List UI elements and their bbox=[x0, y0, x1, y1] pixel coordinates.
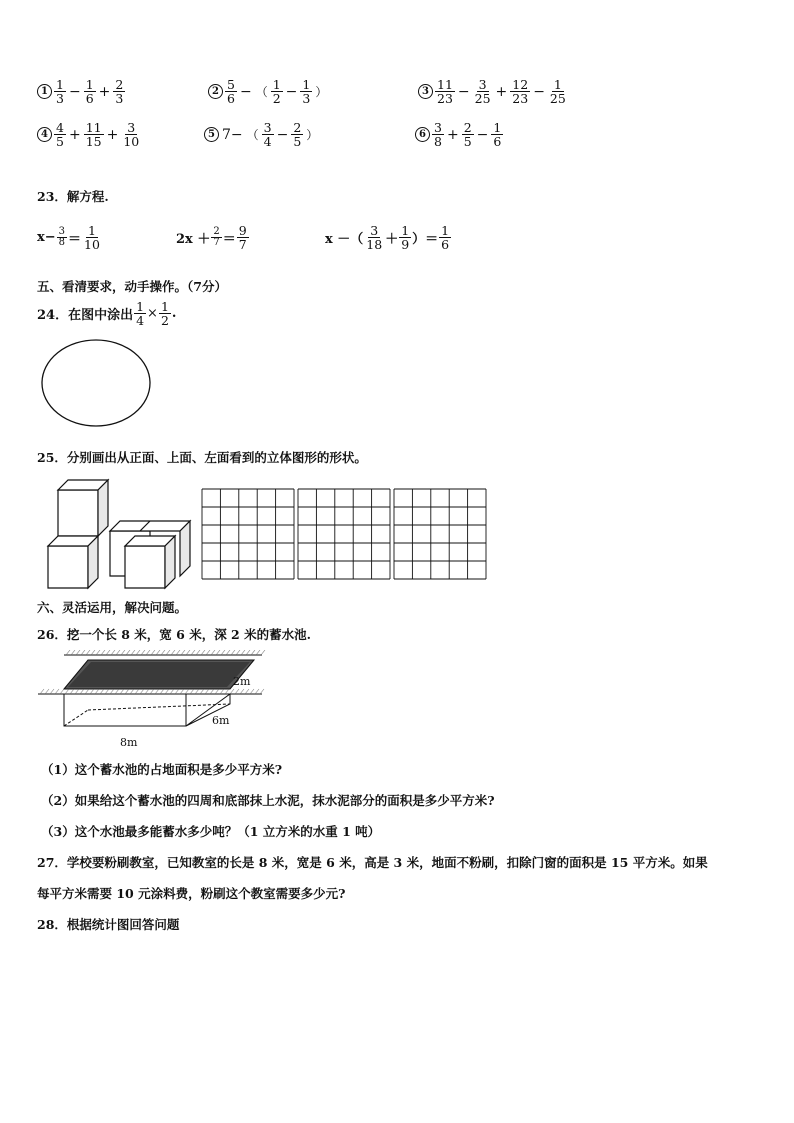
hatch-line bbox=[251, 650, 255, 655]
fraction: $\frac{11}{15}$ bbox=[85, 120, 102, 150]
hatch-line bbox=[220, 689, 224, 694]
hatch-line bbox=[111, 650, 115, 655]
parenthesis: （ bbox=[255, 85, 268, 100]
hatch-line bbox=[75, 689, 79, 694]
q23-title: 23．解方程. bbox=[37, 189, 109, 204]
equation-1 bbox=[37, 224, 103, 251]
hatch-line bbox=[240, 689, 244, 694]
hatch-line bbox=[131, 650, 135, 655]
hatch-line bbox=[160, 689, 164, 694]
calc-3 bbox=[418, 78, 569, 105]
pool-label-length: 8m bbox=[120, 736, 138, 749]
operator: + bbox=[98, 83, 111, 100]
hatch-line bbox=[100, 689, 104, 694]
q24-times: × bbox=[147, 306, 158, 322]
fraction: $\frac{1}{3}$ bbox=[302, 77, 311, 107]
hatch-line bbox=[40, 689, 44, 694]
hatch-line bbox=[95, 689, 99, 694]
fraction: $\frac{3}{25}$ bbox=[474, 77, 491, 107]
q24-prompt bbox=[37, 300, 176, 327]
hatch-line bbox=[76, 650, 80, 655]
hatch-line bbox=[66, 650, 70, 655]
operator: + bbox=[446, 126, 459, 143]
hatch-line bbox=[110, 689, 114, 694]
hatch-line bbox=[135, 689, 139, 694]
hatch-line bbox=[161, 650, 165, 655]
hatch-line bbox=[225, 689, 229, 694]
hatch-line bbox=[126, 650, 130, 655]
q26-sub1: （1）这个蓄水池的占地面积是多少平方米? bbox=[41, 762, 283, 777]
hatch-line bbox=[80, 689, 84, 694]
hatch-line bbox=[60, 689, 64, 694]
hatch-line bbox=[205, 689, 209, 694]
circled-number: 2 bbox=[208, 84, 223, 99]
eq1-fraction-a: $\frac{3}{8}$ bbox=[58, 225, 66, 249]
q26-title: 26．挖一个长 8 米，宽 6 米，深 2 米的蓄水池. bbox=[37, 627, 311, 642]
pool-label-depth: 2m bbox=[233, 675, 251, 688]
fraction: $\frac{2}{5}$ bbox=[293, 120, 302, 150]
eq3-lead: x －（ bbox=[325, 232, 364, 248]
hatch-line bbox=[125, 689, 129, 694]
hatch-line bbox=[156, 650, 160, 655]
hatch-line bbox=[231, 650, 235, 655]
hatch-line bbox=[235, 689, 239, 694]
circled-number: 6 bbox=[415, 127, 430, 142]
hatch-line bbox=[146, 650, 150, 655]
hatch-line bbox=[195, 689, 199, 694]
hatch-line bbox=[145, 689, 149, 694]
hatch-line bbox=[150, 689, 154, 694]
hatch-line bbox=[151, 650, 155, 655]
calc-4 bbox=[37, 121, 142, 148]
parenthesis: ） bbox=[306, 128, 319, 143]
circled-number: 4 bbox=[37, 127, 52, 142]
q24-fraction-a: $\frac{1}{4}$ bbox=[136, 299, 145, 329]
pool-diagram bbox=[36, 650, 266, 748]
hatch-line bbox=[165, 689, 169, 694]
circled-number: 1 bbox=[37, 84, 52, 99]
pool-label-width: 6m bbox=[212, 714, 230, 727]
hatch-line bbox=[200, 689, 204, 694]
eq3-fraction-c: $\frac{1}{6}$ bbox=[441, 223, 450, 253]
equation-3 bbox=[325, 224, 452, 251]
circle-figure bbox=[38, 338, 154, 428]
term-text: 7− bbox=[222, 126, 243, 143]
eq2-lead: 2x ＋ bbox=[176, 232, 211, 248]
hatch-line bbox=[81, 650, 85, 655]
q26-sub2: （2）如果给这个蓄水池的四周和底部抹上水泥，抹水泥部分的面积是多少平方米? bbox=[41, 793, 495, 808]
operator: − bbox=[285, 83, 298, 100]
grid-top-view bbox=[297, 488, 391, 580]
parenthesis: （ bbox=[246, 128, 259, 143]
eq2-fraction-a: $\frac{2}{7}$ bbox=[213, 225, 220, 249]
hatch-line bbox=[171, 650, 175, 655]
hatch-line bbox=[136, 650, 140, 655]
hatch-line bbox=[65, 689, 69, 694]
hatch-line bbox=[130, 689, 134, 694]
hatch-line bbox=[246, 650, 250, 655]
hatch-line bbox=[215, 689, 219, 694]
parenthesis: ） bbox=[315, 85, 328, 100]
fraction: $\frac{12}{23}$ bbox=[512, 77, 529, 107]
hatch-line bbox=[55, 689, 59, 694]
fraction: $\frac{3}{4}$ bbox=[263, 120, 272, 150]
hatch-line bbox=[181, 650, 185, 655]
hatch-line bbox=[256, 650, 260, 655]
hatch-line bbox=[210, 689, 214, 694]
operator: − bbox=[476, 126, 489, 143]
calc-2 bbox=[208, 78, 329, 105]
hatch-line bbox=[155, 689, 159, 694]
fraction: $\frac{1}{3}$ bbox=[56, 77, 64, 107]
hatch-line bbox=[196, 650, 200, 655]
hatch-line bbox=[221, 650, 225, 655]
hatch-line bbox=[45, 689, 49, 694]
fraction: $\frac{1}{6}$ bbox=[493, 120, 502, 150]
hatch-line bbox=[190, 689, 194, 694]
hatch-line bbox=[191, 650, 195, 655]
eq1-lead: x− bbox=[37, 230, 56, 246]
q25-prompt: 25．分别画出从正面、上面、左面看到的立体图形的形状。 bbox=[37, 450, 367, 465]
hatch-line bbox=[90, 689, 94, 694]
section-5-heading: 五、看清要求，动手操作。（7分） bbox=[37, 279, 227, 294]
hatch-line bbox=[185, 689, 189, 694]
hatch-line bbox=[70, 689, 74, 694]
calc-5 bbox=[204, 121, 320, 148]
operator: − bbox=[68, 83, 81, 100]
hatch-line bbox=[86, 650, 90, 655]
hatch-line bbox=[201, 650, 205, 655]
calc-1 bbox=[37, 78, 126, 105]
hatch-line bbox=[106, 650, 110, 655]
eq3-fraction-b: $\frac{1}{9}$ bbox=[401, 223, 410, 253]
fraction: $\frac{1}{6}$ bbox=[85, 77, 94, 107]
hatch-line bbox=[175, 689, 179, 694]
hatch-line bbox=[261, 650, 265, 655]
hatch-line bbox=[216, 650, 220, 655]
hatch-line bbox=[166, 650, 170, 655]
operator: − bbox=[533, 83, 545, 100]
eq2-equals: ＝ bbox=[222, 232, 236, 248]
hatch-line bbox=[211, 650, 215, 655]
operator: + bbox=[106, 126, 119, 143]
fraction: $\frac{11}{23}$ bbox=[437, 77, 453, 107]
q27-line1: 27．学校要粉刷教室，已知教室的长是 8 米，宽是 6 米，高是 3 米，地面不粉刷，扣除门窗的面积是 15 平方米。如果 bbox=[37, 855, 708, 870]
hatch-line bbox=[226, 650, 230, 655]
fraction: $\frac{1}{2}$ bbox=[272, 77, 281, 107]
hatch-line bbox=[241, 650, 245, 655]
section-6-heading: 六、灵活运用，解决问题。 bbox=[37, 600, 188, 615]
fraction: $\frac{5}{6}$ bbox=[227, 77, 235, 107]
hatch-line bbox=[180, 689, 184, 694]
operator: + bbox=[495, 83, 508, 100]
hatch-line bbox=[186, 650, 190, 655]
fraction: $\frac{4}{5}$ bbox=[56, 120, 64, 150]
hatch-line bbox=[96, 650, 100, 655]
hatch-line bbox=[170, 689, 174, 694]
hatch-line bbox=[260, 689, 264, 694]
operator: − bbox=[276, 126, 289, 143]
hatch-line bbox=[236, 650, 240, 655]
grid-left-view bbox=[393, 488, 487, 580]
fraction: $\frac{3}{8}$ bbox=[434, 120, 442, 150]
hatch-line bbox=[105, 689, 109, 694]
hatch-line bbox=[120, 689, 124, 694]
hatch-line bbox=[121, 650, 125, 655]
hatch-line bbox=[245, 689, 249, 694]
q24-end: . bbox=[171, 306, 177, 322]
hatch-line bbox=[71, 650, 75, 655]
q28-prompt: 28．根据统计图回答问题 bbox=[37, 917, 180, 932]
cube-stack-figure bbox=[40, 478, 195, 590]
operator: − bbox=[457, 83, 470, 100]
fraction: $\frac{1}{25}$ bbox=[549, 77, 566, 107]
eq3-plus: ＋ bbox=[385, 232, 399, 248]
q26-sub3: （3）这个水池最多能蓄水多少吨？（1 立方米的水重 1 吨） bbox=[41, 824, 381, 839]
fraction: $\frac{2}{5}$ bbox=[463, 120, 472, 150]
operator: − bbox=[239, 83, 252, 100]
eq1-equals: ＝ bbox=[68, 232, 82, 248]
eq2-fraction-b: $\frac{9}{7}$ bbox=[238, 223, 247, 253]
operator: + bbox=[68, 126, 81, 143]
hatch-line bbox=[230, 689, 234, 694]
grid-front-view bbox=[201, 488, 295, 580]
calc-6 bbox=[415, 121, 504, 148]
hatch-line bbox=[176, 650, 180, 655]
hatch-line bbox=[116, 650, 120, 655]
hatch-line bbox=[101, 650, 105, 655]
hatch-line bbox=[115, 689, 119, 694]
equation-2 bbox=[176, 224, 250, 251]
hatch-line bbox=[206, 650, 210, 655]
hatch-line bbox=[140, 689, 144, 694]
hatch-line bbox=[91, 650, 95, 655]
circled-number: 3 bbox=[418, 84, 433, 99]
eq3-fraction-a: $\frac{3}{18}$ bbox=[366, 223, 383, 253]
q24-lead: 24．在图中涂出 bbox=[37, 308, 134, 324]
circled-number: 5 bbox=[204, 127, 219, 142]
hatch-line bbox=[255, 689, 259, 694]
eq3-close: ）＝ bbox=[412, 232, 439, 248]
hatch-line bbox=[250, 689, 254, 694]
fraction: $\frac{3}{10}$ bbox=[123, 120, 140, 150]
eq1-fraction-b: $\frac{1}{10}$ bbox=[84, 223, 100, 253]
hatch-line bbox=[141, 650, 145, 655]
q24-fraction-b: $\frac{1}{2}$ bbox=[160, 299, 169, 329]
q27-line2: 每平方米需要 10 元涂料费，粉刷这个教室需要多少元? bbox=[37, 886, 346, 901]
hatch-line bbox=[85, 689, 89, 694]
hatch-line bbox=[50, 689, 54, 694]
fraction: $\frac{2}{3}$ bbox=[115, 77, 124, 107]
